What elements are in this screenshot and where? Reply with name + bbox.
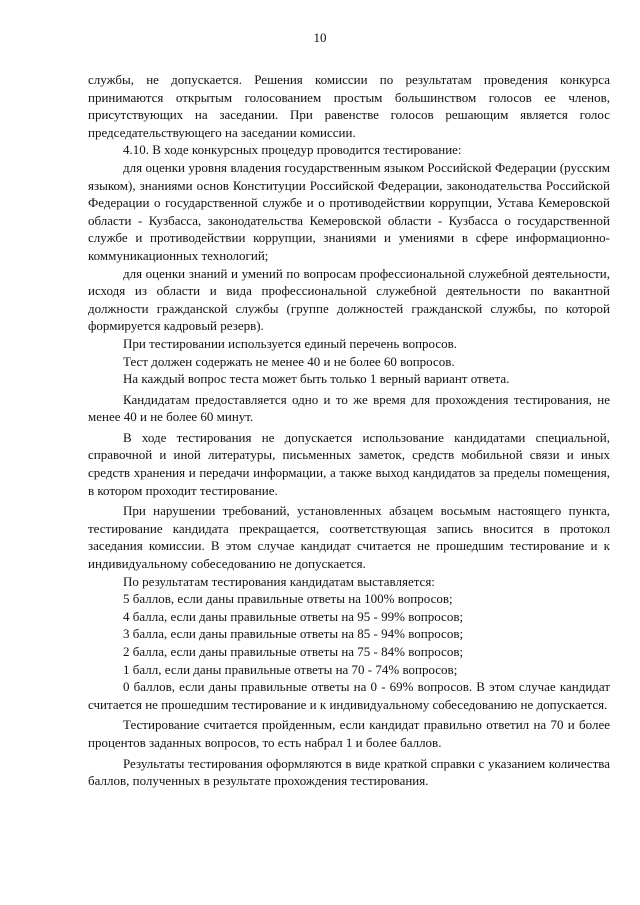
document-body [88,71,610,790]
paragraph: В ходе тестирования не допускается использование кандидатами специальной, справочной и иной литературы, письменных заметок, средств мобильной связи и иных средств хранения и передачи информации, а также выход кандидатов за пределы помещения, в котором проходит тестирование. [88,429,610,498]
paragraph: На каждый вопрос теста может быть только 1 верный вариант ответа. [123,371,510,387]
list-item: 0 баллов, если даны правильные ответы на 0 - 69% вопросов. В этом случае кандидат считается не прошедшим тестирование и к индивидуальному собеседованию не допускается. [88,679,610,712]
list-item: 3 балла, если даны правильные ответы на 85 - 94% вопросов; [123,626,464,642]
paragraph: При нарушении требований, установленных абзацем восьмым настоящего пункта, тестирование кандидата прекращается, соответствующая запись вносится в протокол заседания комиссии. В этом случае кандидат считается не прошедшим тестирование и к индивидуальному собеседованию не допускается. [88,503,610,572]
paragraph: для оценки знаний и умений по вопросам профессиональной служебной деятельности, исходя из области и вида профессиональной служебной деятельности по вакантной должности гражданской службы (группе должностей гражданской службы, по которой формируется кадровый резерв). [88,265,610,334]
paragraph: Тестирование считается пройденным, если кандидат правильно ответил на 70 и более процентов заданных вопросов, то есть набрал 1 и более баллов. [88,717,610,750]
paragraph: службы, не допускается. Решения комиссии по результатам проведения конкурса принимаются открытым голосованием простым большинством голосов ее членов, присутствующих на заседании. При равенстве голосов решающим является голос председательствующего на заседании комиссии. [88,72,610,140]
list-item: 2 балла, если даны правильные ответы на 75 - 84% вопросов; [123,644,464,659]
paragraph: Результаты тестирования оформляются в виде краткой справки с указанием количества баллов, полученных в результате прохождения тестирования. [88,755,610,789]
paragraph: При тестировании используется единый перечень вопросов. [123,335,458,351]
paragraph: Кандидатам предоставляется одно и то же время для прохождения тестирования, не менее 40 и не более 60 минут. [88,391,610,425]
list-item: 4 балла, если даны правильные ответы на 95 - 99% вопросов; [123,608,464,624]
paragraph: 4.10. В ходе конкурсных процедур проводится тестирование: [123,142,462,158]
paragraph: для оценки уровня владения государственным языком Российской Федерации (русским языком), знаниями основ Конституции Российской Федерации, законодательства Российской Федерации о государственной службе и о противодействии коррупции, Устава Кемеровской области - Кузбасса, законодательства Кемеровской области - Кузбасса о государственной службе и противодействии коррупции, знаниями и умениями в сфере информационно-коммуникационных технологий; [88,159,610,263]
list-item: 1 балл, если даны правильные ответы на 70 - 74% вопросов; [123,661,458,677]
list-item: 5 баллов, если даны правильные ответы на 100% вопросов; [123,591,453,607]
paragraph: Тест должен содержать не менее 40 и не более 60 вопросов. [123,353,455,369]
page-number: 10 [313,30,327,45]
paragraph: По результатам тестирования кандидатам выставляется: [123,573,435,589]
